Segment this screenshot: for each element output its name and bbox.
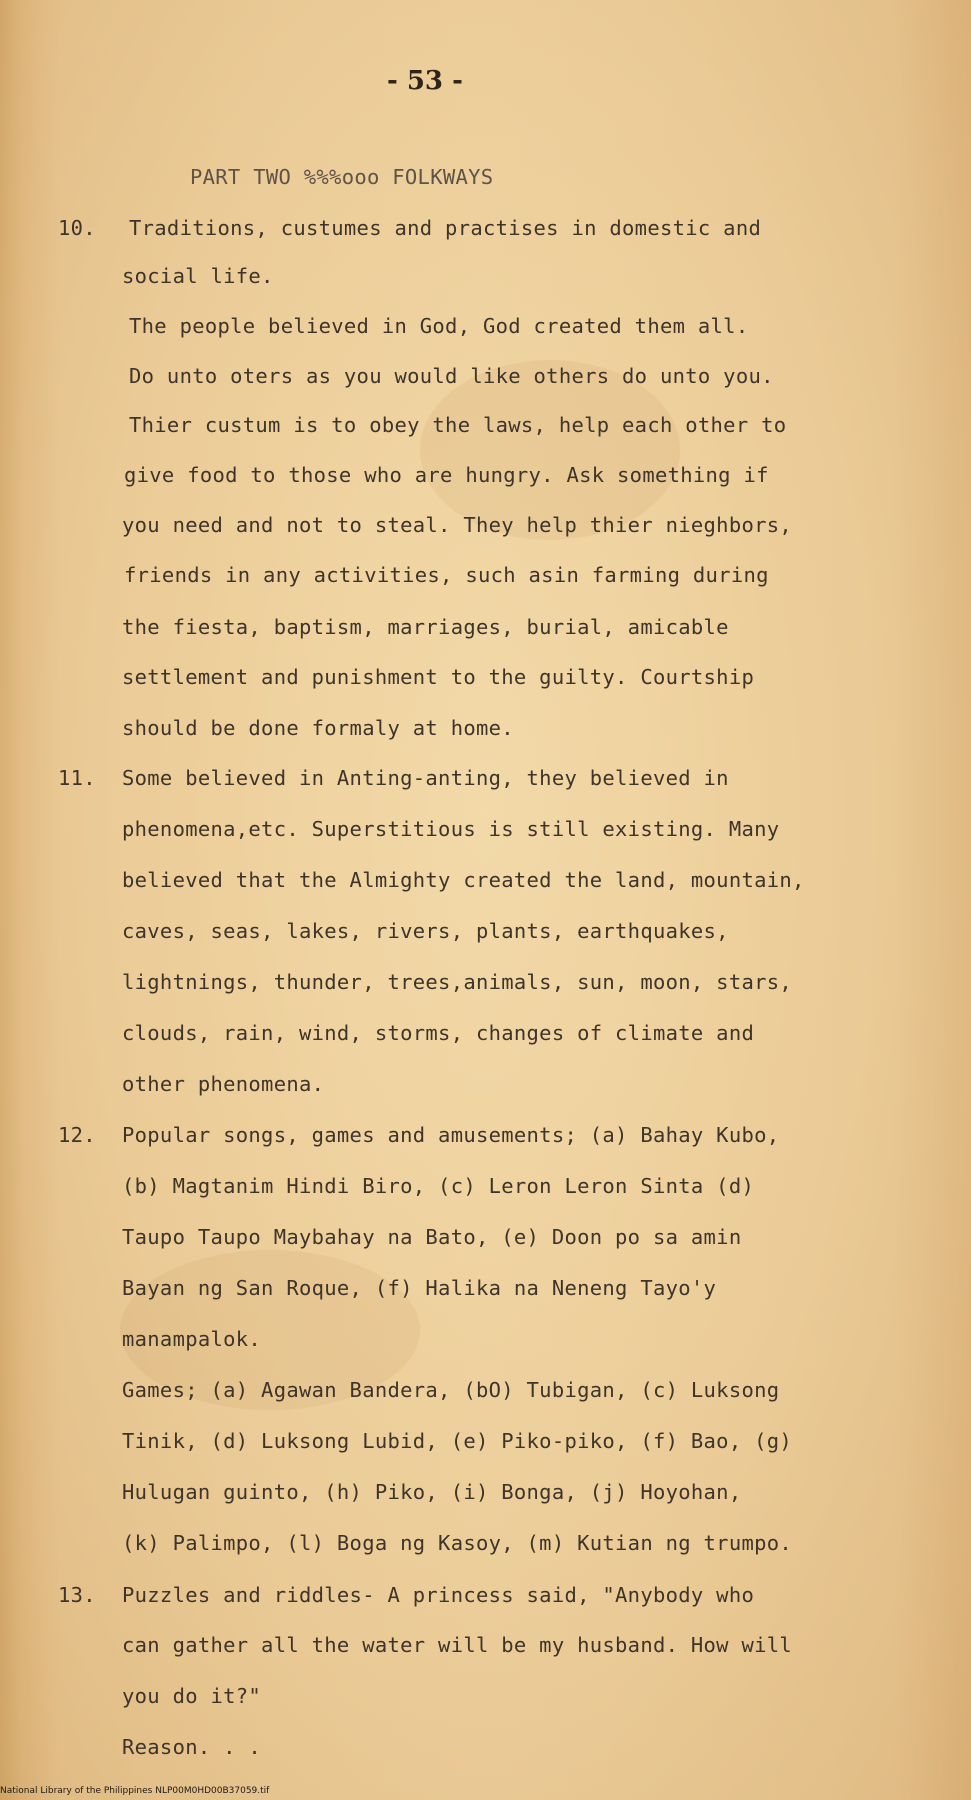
text-line: can gather all the water will be my husband. How will [122,1633,793,1657]
text-line: caves, seas, lakes, rivers, plants, earthquakes, [122,919,729,943]
text-line: (k) Palimpo, (l) Boga ng Kasoy, (m) Kutian ng trumpo. [122,1531,793,1555]
text-line: (b) Magtanim Hindi Biro, (c) Leron Leron Sinta (d) [122,1174,755,1198]
section-number: 10. [58,216,96,240]
text-line: social life. [122,264,274,288]
text-line: Do unto oters as you would like others do unto you. [129,364,774,388]
text-line: The people believed in God, God created them all. [129,314,749,338]
page-number: - 53 - [387,66,463,96]
text-line: should be done formaly at home. [122,716,514,740]
text-line: phenomena,etc. Superstitious is still existing. Many [122,817,780,841]
section-number: 12. [58,1123,96,1147]
section-first-line: Traditions, custumes and practises in domestic and [129,216,762,240]
text-line: Games; (a) Agawan Bandera, (bO) Tubigan, (c) Luksong [122,1378,780,1402]
section-first-line: Some believed in Anting-anting, they believed in [122,766,729,790]
text-line: Thier custum is to obey the laws, help each other to [129,413,787,437]
text-line: settlement and punishment to the guilty. Courtship [122,665,755,689]
archive-footer: National Library of the Philippines NLP00M0HD00B37059.tif [0,1786,270,1796]
text-line: Reason. . . [122,1735,262,1759]
text-line: you need and not to steal. They help thier nieghbors, [122,513,793,537]
text-line: Taupo Taupo Maybahay na Bato, (e) Doon po sa amin [122,1225,742,1249]
text-line: manampalok. [122,1327,262,1351]
text-line: friends in any activities, such asin farming during [124,563,769,587]
text-line: clouds, rain, wind, storms, changes of climate and [122,1021,755,1045]
text-line: Tinik, (d) Luksong Lubid, (e) Piko-piko, (f) Bao, (g) [122,1429,793,1453]
text-line: you do it?" [122,1684,262,1708]
section-first-line: Puzzles and riddles- A princess said, "Anybody who [122,1583,755,1607]
text-line: give food to those who are hungry. Ask something if [124,463,769,487]
part-heading: PART TWO %%%ooo FOLKWAYS [190,165,494,189]
text-line: lightnings, thunder, trees,animals, sun, moon, stars, [122,970,793,994]
text-line: Bayan ng San Roque, (f) Halika na Neneng Tayo'y [122,1276,717,1300]
section-number: 11. [58,766,96,790]
text-line: Hulugan guinto, (h) Piko, (i) Bonga, (j) Hoyohan, [122,1480,742,1504]
section-first-line: Popular songs, games and amusements; (a) Bahay Kubo, [122,1123,780,1147]
text-line: other phenomena. [122,1072,325,1096]
text-line: believed that the Almighty created the land, mountain, [122,868,805,892]
text-line: the fiesta, baptism, marriages, burial, amicable [122,615,729,639]
section-number: 13. [58,1583,96,1607]
